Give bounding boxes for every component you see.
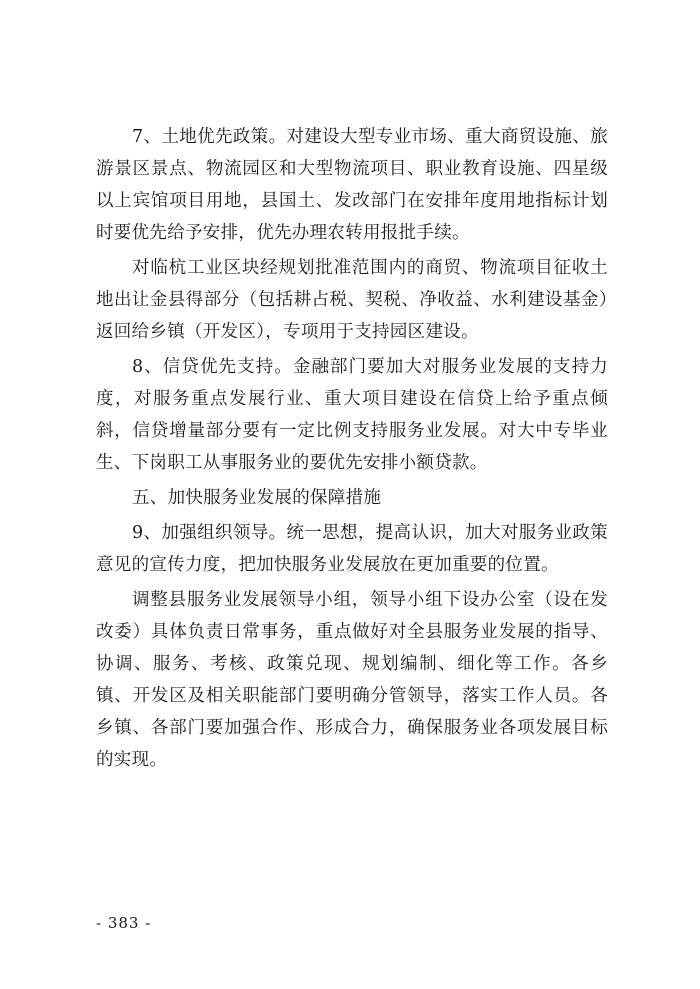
paragraph-credit-priority-support: 8、信贷优先支持。金融部门要加大对服务业发展的支持力度，对服务重点发展行业、重大项目建设在信贷上给予重点倾斜，信贷增量部分要有一定比例支持服务业发展。对大中专毕业生、下岗职工从事服务业的要优先安排小额贷款。 <box>96 357 608 473</box>
paragraph-land-priority-policy: 7、土地优先政策。对建设大型专业市场、重大商贸设施、旅游景区景点、物流园区和大型物流项目、职业教育设施、四星级以上宾馆项目用地，县国土、发改部门在安排年度用地指标计划时要优先给予安排，优先办理农转用报批手续。 <box>96 127 608 243</box>
page-number: - 383 - <box>96 914 152 932</box>
document-body <box>96 121 608 776</box>
paragraph-strengthen-leadership: 9、加强组织领导。统一思想，提高认识，加大对服务业政策意见的宣传力度，把加快服务业发展放在更加重要的位置。 <box>96 523 608 575</box>
paragraph-leading-group-adjustment: 调整县服务业发展领导小组，领导小组下设办公室（设在发改委）具体负责日常事务，重点做好对全县服务业发展的指导、协调、服务、考核、政策兑现、规划编制、细化等工作。各乡镇、开发区及相关职能部门要明确分管领导，落实工作人员。各乡镇、各部门要加强合作、形成合力，确保服务业各项发展目标的实现。 <box>96 590 608 770</box>
section-heading-safeguard-measures: 五、加快服务业发展的保障措施 <box>132 488 382 508</box>
paragraph-land-transfer-fee-return: 对临杭工业区块经规划批准范围内的商贸、物流项目征收土地出让金县得部分（包括耕占税、契税、净收益、水利建设基金）返回给乡镇（开发区），专项用于支持园区建设。 <box>96 258 608 342</box>
